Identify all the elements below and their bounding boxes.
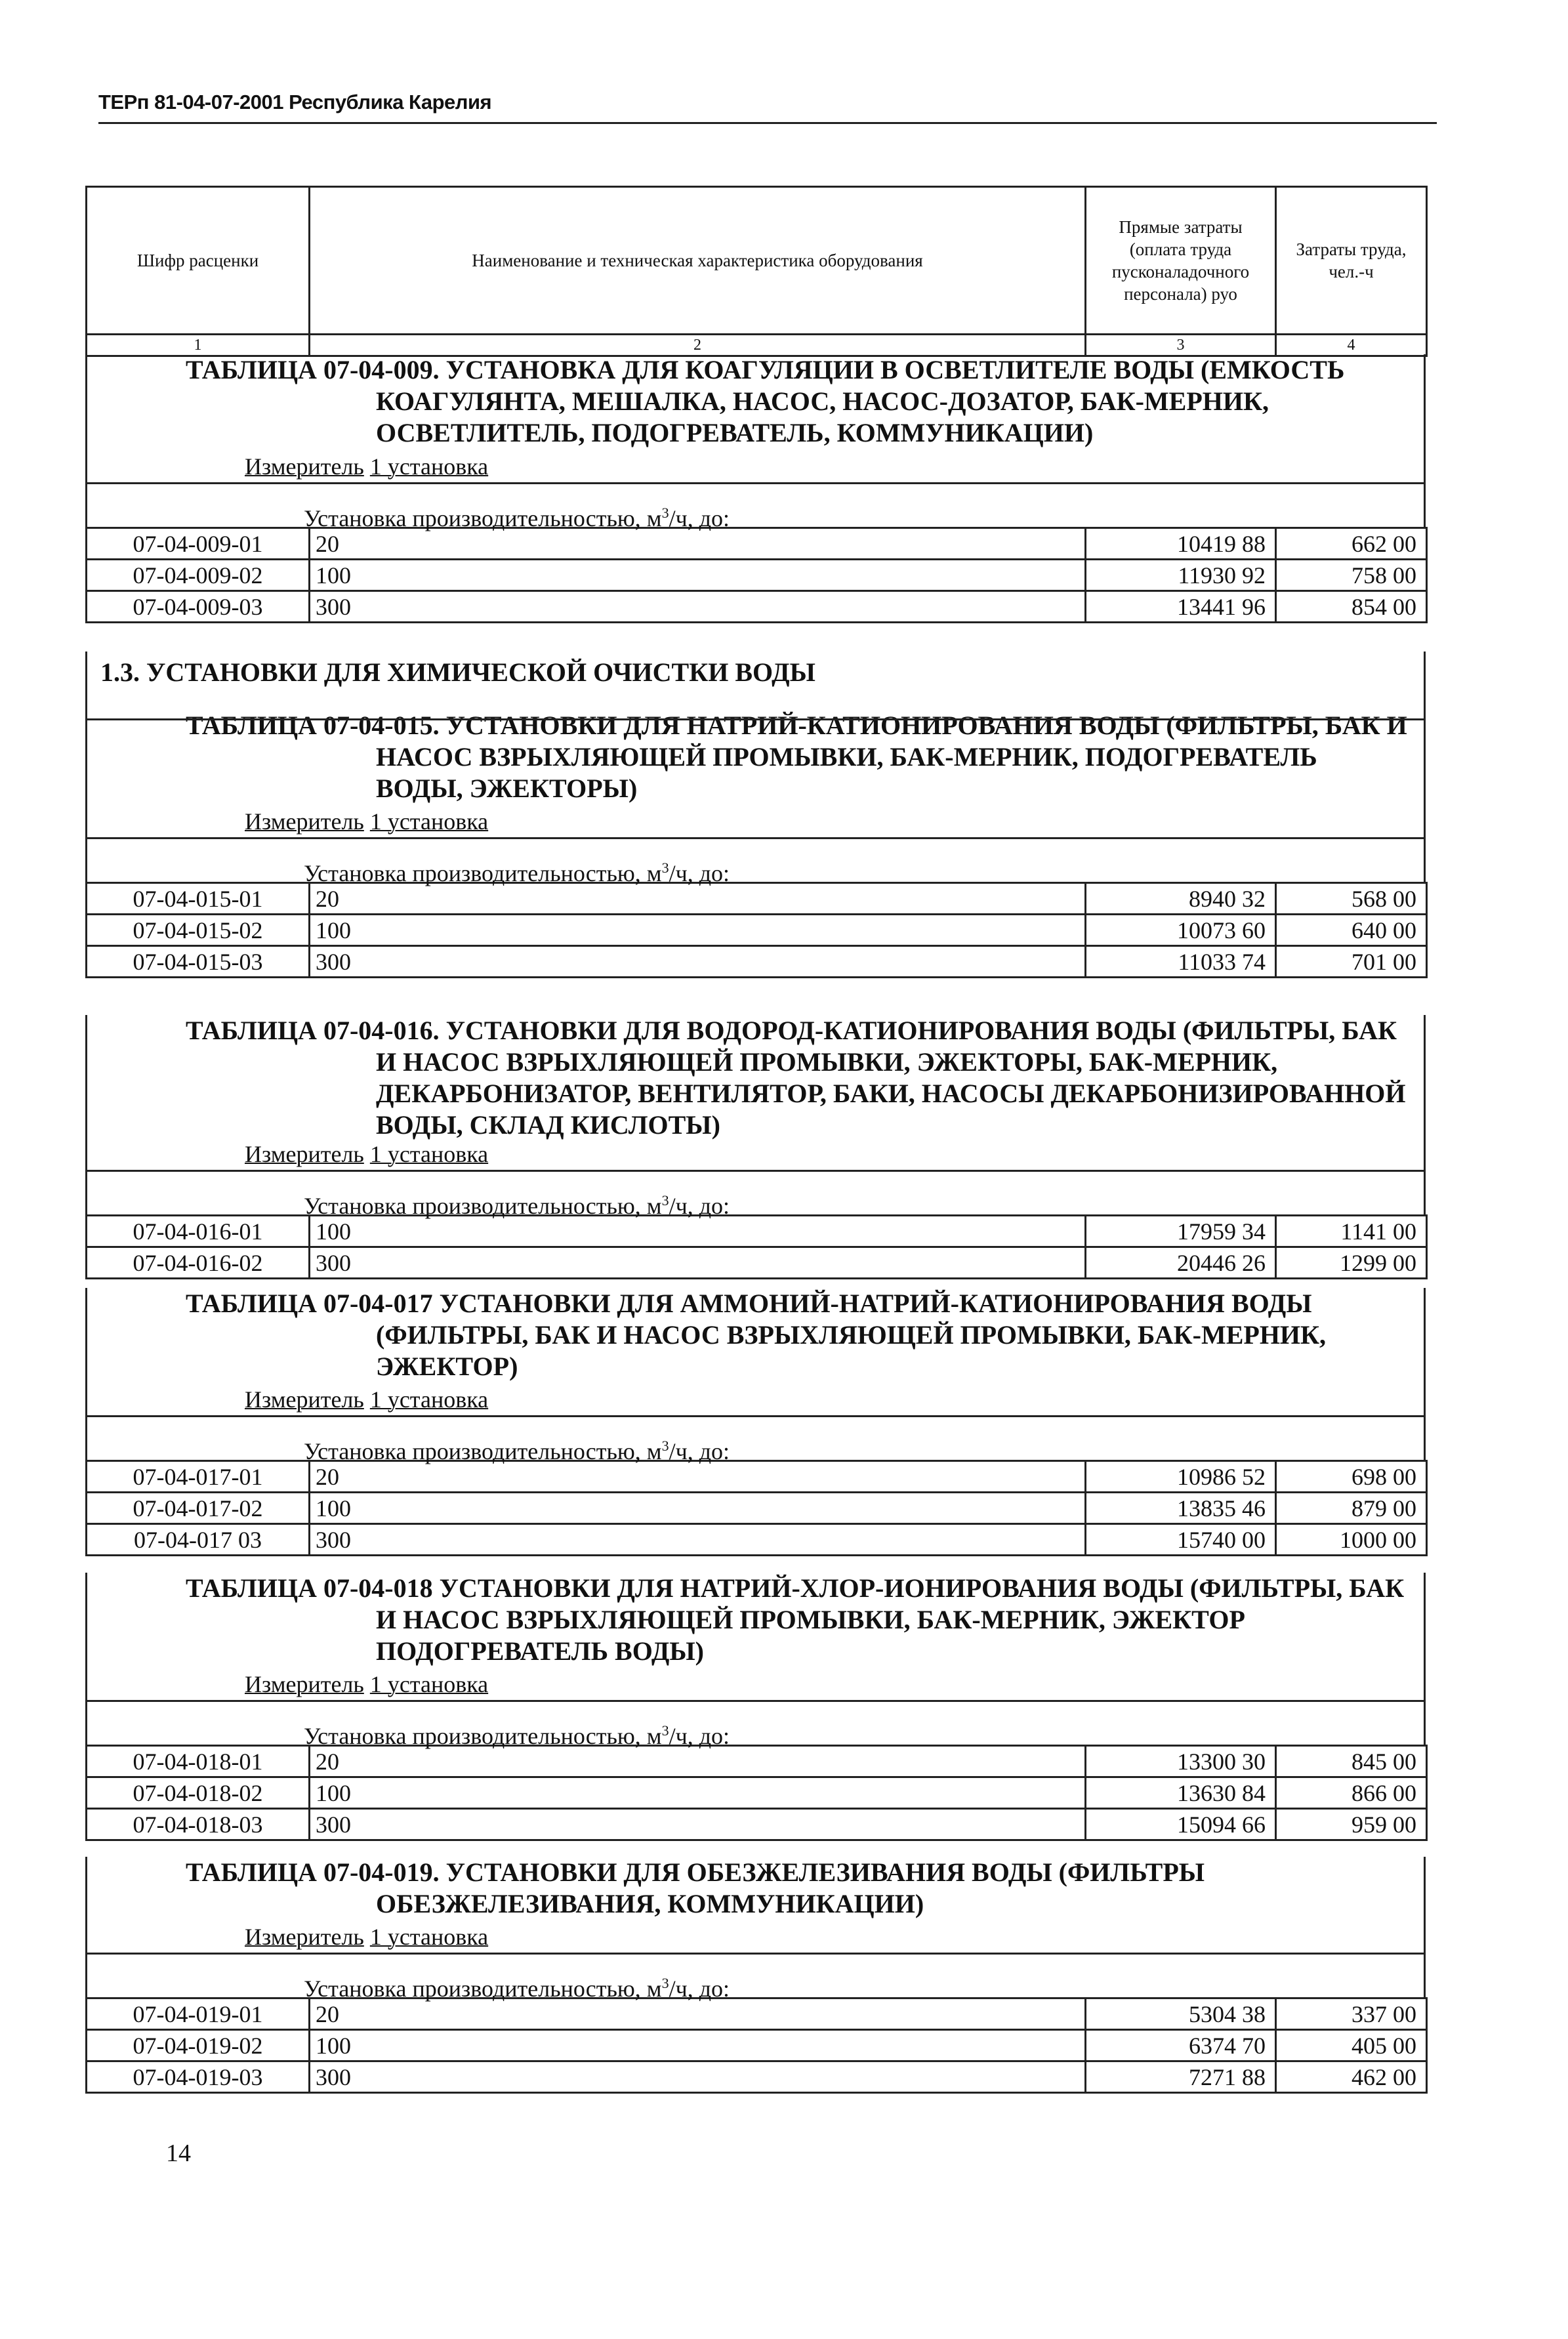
table-code: ТАБЛИЦА 07-04-019.	[186, 1857, 440, 1887]
rate-code: 07-04-015-01	[87, 883, 310, 915]
table-title-text: УСТАНОВКИ ДЛЯ НАТРИЙ-ХЛОР-ИОНИРОВАНИЯ ВОДЫ (ФИЛЬТРЫ, БАК И НАСОС ВЗРЫХЛЯЮЩЕЙ ПРОМЫВКИ, БАК-МЕРНИК, ЭЖЕКТОР ПОДОГРЕВАТЕЛЬ ВОДЫ)	[376, 1573, 1405, 1666]
rate-code: 07-04-009-02	[87, 560, 310, 591]
rate-code: 07-04-018-01	[87, 1746, 310, 1777]
table-row	[87, 560, 1427, 591]
labor-cost: 854 00	[1276, 591, 1427, 623]
rate-table	[85, 354, 1426, 623]
labor-cost: 662 00	[1276, 528, 1427, 560]
table-title-text: УСТАНОВКА ДЛЯ КОАГУЛЯЦИИ В ОСВЕТЛИТЕЛЕ ВОДЫ (ЕМКОСТЬ КОАГУЛЯНТА, МЕШАЛКА, НАСОС, НАСОС-ДОЗАТОР, БАК-МЕРНИК, ОСВЕТЛИТЕЛЬ, ПОДОГРЕВАТЕЛЬ, КОММУНИКАЦИИ)	[376, 355, 1345, 447]
rate-code: 07-04-017-01	[87, 1461, 310, 1493]
rate-rows	[85, 882, 1428, 978]
rate-code: 07-04-009-03	[87, 591, 310, 623]
table-title-text: УСТАНОВКИ ДЛЯ НАТРИЙ-КАТИОНИРОВАНИЯ ВОДЫ (ФИЛЬТРЫ, БАК И НАСОС ВЗРЫХЛЯЮЩЕЙ ПРОМЫВКИ, БАК-МЕРНИК, ПОДОГРЕВАТЕЛЬ ВОДЫ, ЭЖЕКТОРЫ)	[376, 711, 1407, 803]
labor-cost: 337 00	[1276, 1998, 1427, 2030]
rate-table	[85, 710, 1426, 978]
header-code: Шифр расценки	[87, 187, 310, 335]
labor-cost: 1299 00	[1276, 1247, 1427, 1279]
table-code: ТАБЛИЦА 07-04-018	[186, 1573, 433, 1603]
performance-line	[85, 837, 1426, 886]
direct-cost: 13835 46	[1086, 1493, 1276, 1524]
capacity: 20	[310, 883, 1086, 915]
capacity: 300	[310, 1247, 1086, 1279]
header-cost: Прямые затраты (оплата труда пусконаладочного персонала) руо	[1086, 187, 1276, 335]
table-title	[87, 354, 1424, 449]
direct-cost: 5304 38	[1086, 1998, 1276, 2030]
table-caption	[85, 1573, 1426, 1700]
measure-line	[87, 1670, 488, 1700]
column-header	[85, 186, 1426, 357]
rate-code: 07-04-015-02	[87, 915, 310, 946]
table-title-text: УСТАНОВКИ ДЛЯ ВОДОРОД-КАТИОНИРОВАНИЯ ВОДЫ (ФИЛЬТРЫ, БАК И НАСОС ВЗРЫХЛЯЮЩЕЙ ПРОМЫВКИ, ЭЖЕКТОРЫ, БАК-МЕРНИК, ДЕКАРБОНИЗАТОР, ВЕНТИЛЯТОР, БАКИ, НАСОСЫ ДЕКАРБОНИЗИРОВАННОЙ ВОДЫ, СКЛАД КИСЛОТЫ)	[376, 1016, 1406, 1140]
direct-cost: 13630 84	[1086, 1777, 1276, 1809]
performance-line	[85, 1700, 1426, 1749]
labor-cost: 1141 00	[1276, 1216, 1427, 1247]
direct-cost: 13300 30	[1086, 1746, 1276, 1777]
header-num: 1	[87, 335, 310, 356]
direct-cost: 8940 32	[1086, 883, 1276, 915]
measure-label: Измеритель	[245, 808, 364, 835]
direct-cost: 10419 88	[1086, 528, 1276, 560]
measure-value: 1 установка	[369, 1671, 489, 1697]
table-code: ТАБЛИЦА 07-04-009.	[186, 355, 440, 384]
table-row	[87, 1746, 1427, 1777]
table-title	[87, 1857, 1424, 1920]
rate-rows	[85, 1460, 1428, 1556]
measure-value: 1 установка	[369, 808, 489, 835]
table-title	[87, 1573, 1424, 1667]
labor-cost: 701 00	[1276, 946, 1427, 978]
rate-table	[85, 1573, 1426, 1841]
table-row	[87, 2061, 1427, 2093]
capacity: 300	[310, 591, 1086, 623]
labor-cost: 405 00	[1276, 2030, 1427, 2061]
table-code: ТАБЛИЦА 07-04-017	[186, 1289, 433, 1318]
table-row	[87, 1998, 1427, 2030]
perf-suffix: /ч, до:	[669, 1438, 730, 1464]
measure-line	[87, 1922, 488, 1953]
perf-label: Установка производительностью, м	[304, 860, 662, 886]
perf-label: Установка производительностью, м	[304, 1438, 662, 1464]
direct-cost: 11033 74	[1086, 946, 1276, 978]
header-num: 3	[1086, 335, 1276, 356]
capacity: 100	[310, 1777, 1086, 1809]
measure-line	[87, 1140, 488, 1170]
table-title-text: УСТАНОВКИ ДЛЯ АММОНИЙ-НАТРИЙ-КАТИОНИРОВАНИЯ ВОДЫ (ФИЛЬТРЫ, БАК И НАСОС ВЗРЫХЛЯЮЩЕЙ ПРОМЫВКИ, БАК-МЕРНИК, ЭЖЕКТОР)	[376, 1289, 1327, 1381]
header-rule	[98, 122, 1437, 124]
perf-sup: 3	[661, 1438, 669, 1454]
rate-rows	[85, 527, 1428, 623]
rate-code: 07-04-019-02	[87, 2030, 310, 2061]
table-row	[87, 528, 1427, 560]
direct-cost: 10073 60	[1086, 915, 1276, 946]
capacity: 300	[310, 2061, 1086, 2093]
perf-label: Установка производительностью, м	[304, 1193, 662, 1219]
table-caption	[85, 710, 1426, 837]
rate-rows	[85, 1214, 1428, 1279]
direct-cost: 7271 88	[1086, 2061, 1276, 2093]
labor-cost: 462 00	[1276, 2061, 1427, 2093]
table-row	[87, 883, 1427, 915]
labor-cost: 568 00	[1276, 883, 1427, 915]
capacity: 100	[310, 2030, 1086, 2061]
subsection-title: 1.3. УСТАНОВКИ ДЛЯ ХИМИЧЕСКОЙ ОЧИСТКИ ВОДЫ	[100, 657, 815, 687]
table-title-text: УСТАНОВКИ ДЛЯ ОБЕЗЖЕЛЕЗИВАНИЯ ВОДЫ (ФИЛЬТРЫ ОБЕЗЖЕЛЕЗИВАНИЯ, КОММУНИКАЦИИ)	[376, 1857, 1205, 1918]
table-row	[87, 591, 1427, 623]
measure-value: 1 установка	[369, 1386, 489, 1413]
rate-table	[85, 1015, 1426, 1279]
labor-cost: 845 00	[1276, 1746, 1427, 1777]
direct-cost: 13441 96	[1086, 591, 1276, 623]
perf-sup: 3	[661, 859, 669, 876]
header-name: Наименование и техническая характеристика оборудования	[310, 187, 1086, 335]
performance-line	[85, 1415, 1426, 1464]
perf-suffix: /ч, до:	[669, 505, 730, 531]
direct-cost: 6374 70	[1086, 2030, 1276, 2061]
perf-label: Установка производительностью, м	[304, 505, 662, 531]
rate-code: 07-04-018-03	[87, 1809, 310, 1840]
table-row	[87, 2030, 1427, 2061]
rate-code: 07-04-018-02	[87, 1777, 310, 1809]
capacity: 100	[310, 1493, 1086, 1524]
measure-line	[87, 452, 488, 482]
rate-code: 07-04-017-02	[87, 1493, 310, 1524]
direct-cost: 15094 66	[1086, 1809, 1276, 1840]
table-row	[87, 1809, 1427, 1840]
measure-line	[87, 1385, 488, 1415]
direct-cost: 10986 52	[1086, 1461, 1276, 1493]
page-number: 14	[166, 2140, 191, 2167]
table-caption	[85, 1857, 1426, 1953]
rate-table	[85, 1288, 1426, 1556]
rate-code: 07-04-016-01	[87, 1216, 310, 1247]
table-title	[87, 1015, 1424, 1141]
measure-value: 1 установка	[369, 1924, 489, 1950]
perf-suffix: /ч, до:	[669, 1193, 730, 1219]
labor-cost: 866 00	[1276, 1777, 1427, 1809]
capacity: 300	[310, 1809, 1086, 1840]
perf-suffix: /ч, до:	[669, 1723, 730, 1749]
labor-cost: 879 00	[1276, 1493, 1427, 1524]
table-row	[87, 946, 1427, 978]
measure-value: 1 установка	[369, 1141, 489, 1167]
capacity: 20	[310, 1461, 1086, 1493]
performance-line	[85, 1170, 1426, 1219]
table-row	[87, 1247, 1427, 1279]
capacity: 100	[310, 560, 1086, 591]
table-row	[87, 1216, 1427, 1247]
rate-code: 07-04-017 03	[87, 1524, 310, 1556]
rate-table	[85, 1857, 1426, 2094]
header-labor: Затраты труда, чел.-ч	[1276, 187, 1427, 335]
capacity: 300	[310, 946, 1086, 978]
labor-cost: 758 00	[1276, 560, 1427, 591]
table-row	[87, 1524, 1427, 1556]
table-row	[87, 1777, 1427, 1809]
header-num: 2	[310, 335, 1086, 356]
labor-cost: 1000 00	[1276, 1524, 1427, 1556]
rate-code: 07-04-009-01	[87, 528, 310, 560]
measure-label: Измеритель	[245, 1671, 364, 1697]
direct-cost: 20446 26	[1086, 1247, 1276, 1279]
capacity: 20	[310, 528, 1086, 560]
measure-line	[87, 807, 488, 837]
table-code: ТАБЛИЦА 07-04-015.	[186, 711, 440, 740]
measure-label: Измеритель	[245, 1141, 364, 1167]
perf-sup: 3	[661, 1722, 669, 1739]
running-head: ТЕРп 81-04-07-2001 Республика Карелия	[98, 91, 492, 114]
table-code: ТАБЛИЦА 07-04-016.	[186, 1016, 440, 1045]
direct-cost: 17959 34	[1086, 1216, 1276, 1247]
perf-suffix: /ч, до:	[669, 1976, 730, 2002]
table-caption	[85, 354, 1426, 482]
measure-value: 1 установка	[369, 453, 489, 480]
perf-label: Установка производительностью, м	[304, 1723, 662, 1749]
direct-cost: 11930 92	[1086, 560, 1276, 591]
labor-cost: 959 00	[1276, 1809, 1427, 1840]
table-row	[87, 1493, 1427, 1524]
perf-label: Установка производительностью, м	[304, 1976, 662, 2002]
table-title	[87, 1288, 1424, 1382]
capacity: 100	[310, 1216, 1086, 1247]
performance-line	[85, 1953, 1426, 2002]
rate-code: 07-04-015-03	[87, 946, 310, 978]
measure-label: Измеритель	[245, 1386, 364, 1413]
table-row	[87, 1461, 1427, 1493]
rate-code: 07-04-019-03	[87, 2061, 310, 2093]
measure-label: Измеритель	[245, 453, 364, 480]
rate-rows	[85, 1745, 1428, 1841]
perf-sup: 3	[661, 505, 669, 521]
capacity: 20	[310, 1746, 1086, 1777]
perf-sup: 3	[661, 1192, 669, 1209]
perf-sup: 3	[661, 1975, 669, 1991]
rate-code: 07-04-016-02	[87, 1247, 310, 1279]
table-caption	[85, 1015, 1426, 1170]
header-num: 4	[1276, 335, 1427, 356]
capacity: 20	[310, 1998, 1086, 2030]
direct-cost: 15740 00	[1086, 1524, 1276, 1556]
table-caption	[85, 1288, 1426, 1415]
rate-rows	[85, 1997, 1428, 2094]
table-row	[87, 915, 1427, 946]
subsection-heading	[85, 652, 1426, 720]
capacity: 100	[310, 915, 1086, 946]
capacity: 300	[310, 1524, 1086, 1556]
performance-line	[85, 482, 1426, 531]
perf-suffix: /ч, до:	[669, 860, 730, 886]
measure-label: Измеритель	[245, 1924, 364, 1950]
rate-code: 07-04-019-01	[87, 1998, 310, 2030]
labor-cost: 640 00	[1276, 915, 1427, 946]
labor-cost: 698 00	[1276, 1461, 1427, 1493]
table-title	[87, 710, 1424, 804]
